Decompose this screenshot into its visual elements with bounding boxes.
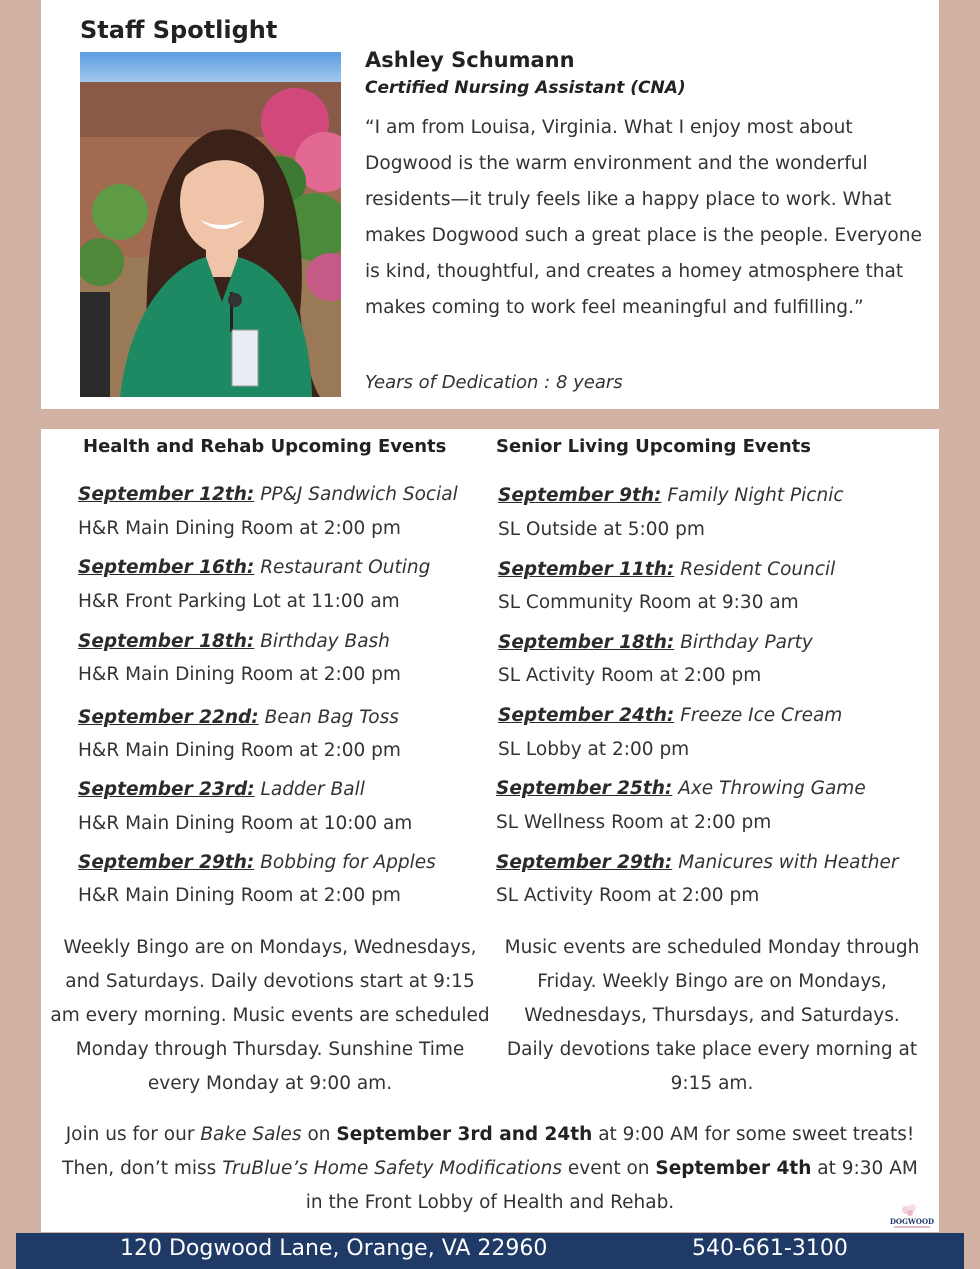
bake-text-bold: September 4th [655,1158,812,1179]
sl-event-name: Family Night Picnic [667,485,844,506]
sl-event-title [498,626,813,660]
bake-text-bold: September 3rd and 24th [336,1124,593,1145]
logo-text: DOGWOOD [889,1217,935,1226]
hr-event-name: Bobbing for Apples [260,852,436,873]
sl-event-name: Freeze Ice Cream [680,705,843,726]
hr-event-title [78,478,458,512]
hr-event-title [78,846,436,880]
years-of-dedication: Years of Dedication : 8 years [365,372,623,393]
sl-event-location: SL Activity Room at 2:00 pm [498,665,762,686]
hr-event-title [78,773,365,807]
hr-event-location: H&R Front Parking Lot at 11:00 am [78,591,400,612]
sl-event-title [498,699,842,733]
sl-event-location: SL Activity Room at 2:00 pm [496,885,760,906]
hr-event-title [78,625,390,659]
sl-event-title [496,772,866,806]
staff-role: Certified Nursing Assistant (CNA) [365,78,686,98]
bake-text: on [301,1124,337,1145]
staff-quote: “I am from Louisa, Virginia. What I enjoy most about Dogwood is the warm environment and the wonderful residents—it truly feels like a happy place to work. What makes Dogwood such a great place is the people. Everyone is kind, thoughtful, and creates a homey atmosphere that makes coming to work feel meaningful and fulfilling.” [365,117,922,318]
bake-sale-announcement [60,1118,920,1220]
hr-event-name: Ladder Ball [260,779,365,800]
sl-event-title [496,846,898,880]
hr-event-title [78,551,430,585]
sl-event-name: Axe Throwing Game [678,778,866,799]
sl-event-title [498,553,835,587]
hr-event-date: September 23rd: [78,779,255,800]
footer-bar [16,1233,964,1269]
health-rehab-recurring-note: Weekly Bingo are on Mondays, Wednesdays, and Saturdays. Daily devotions start at 9:15 am every morning. Music events are scheduled Monday through Thursday. Sunshine Time every Monday at 9:00 am. [50,937,490,1094]
dogwood-flower-icon [886,1203,938,1233]
spotlight-title: Staff Spotlight [80,16,278,44]
sl-event-date: September 25th: [496,778,673,799]
health-rehab-heading: Health and Rehab Upcoming Events [83,436,447,457]
hr-event-location: H&R Main Dining Room at 2:00 pm [78,518,401,539]
sl-event-location: SL Community Room at 9:30 am [498,592,799,613]
sl-event-location: SL Lobby at 2:00 pm [498,739,690,760]
hr-event-name: PP&J Sandwich Social [260,484,458,505]
hr-event-title [78,701,399,735]
footer-phone: 540-661-3100 [692,1236,848,1261]
sl-event-date: September 11th: [498,559,675,580]
hr-event-date: September 29th: [78,852,255,873]
sl-event-name: Manicures with Heather [678,852,899,873]
hr-event-date: September 16th: [78,557,255,578]
hr-event-location: H&R Main Dining Room at 2:00 pm [78,740,401,761]
sl-event-location: SL Outside at 5:00 pm [498,519,705,540]
bake-text: Join us for our [65,1124,201,1145]
staff-photo-illustration [80,52,341,397]
hr-event-date: September 12th: [78,484,255,505]
hr-event-location: H&R Main Dining Room at 10:00 am [78,813,413,834]
dogwood-logo [886,1203,938,1233]
bake-text: at 9:30 AM in the Front Lobby of Health and Rehab. [305,1158,918,1213]
senior-living-heading: Senior Living Upcoming Events [496,436,811,457]
hr-event-date: September 18th: [78,631,255,652]
staff-photo [80,52,341,397]
bake-text: at 9:00 AM for some sweet treats! Then, don’t miss [62,1124,915,1179]
hr-event-location: H&R Main Dining Room at 2:00 pm [78,885,401,906]
bake-text: event on [562,1158,656,1179]
bake-text-italic: Bake Sales [200,1124,302,1145]
sl-event-date: September 9th: [498,485,662,506]
hr-event-name: Birthday Bash [260,631,390,652]
sl-event-title [498,479,844,513]
sl-event-date: September 29th: [496,852,673,873]
sl-event-name: Birthday Party [680,632,813,653]
hr-event-name: Bean Bag Toss [264,707,399,728]
bake-text-italic: TruBlue’s Home Safety Modifications [222,1158,562,1179]
sl-event-location: SL Wellness Room at 2:00 pm [496,812,772,833]
hr-event-location: H&R Main Dining Room at 2:00 pm [78,664,401,685]
sl-event-name: Resident Council [680,559,836,580]
staff-name: Ashley Schumann [365,48,575,72]
sl-event-date: September 24th: [498,705,675,726]
footer-address: 120 Dogwood Lane, Orange, VA 22960 [120,1236,548,1261]
sl-event-date: September 18th: [498,632,675,653]
staff-spotlight-panel [41,0,939,409]
hr-event-date: September 22nd: [78,707,259,728]
senior-living-recurring-note: Music events are scheduled Monday through Friday. Weekly Bingo are on Mondays, Wednesdays, Thursdays, and Saturdays. Daily devotions take place every morning at 9:15 am. [504,937,920,1094]
hr-event-name: Restaurant Outing [260,557,431,578]
